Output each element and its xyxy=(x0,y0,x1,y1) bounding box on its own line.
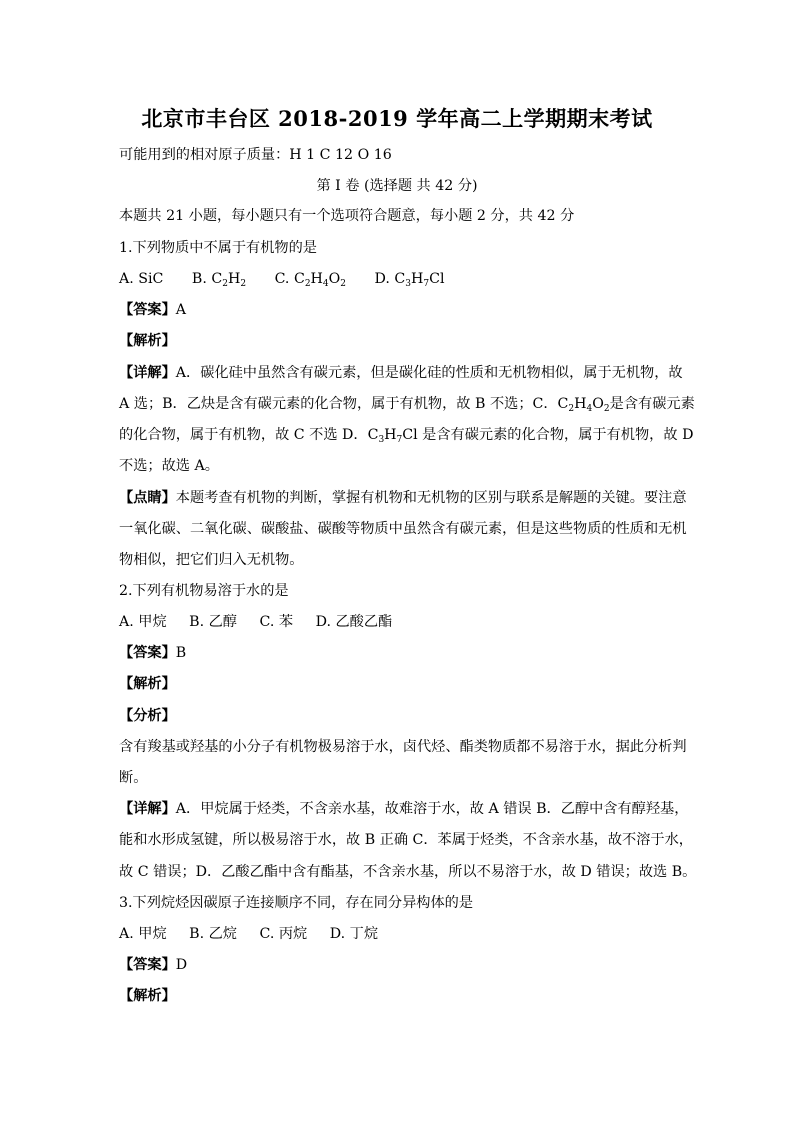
q1-option-b: B. $C_2H_2$ xyxy=(191,271,247,289)
q1-comment-line-2: 一氧化碳、二氧化碳、碳酸盐、碳酸等物质中虽然含有碳元素，但是这些物质的性质和无机 xyxy=(119,521,687,537)
q1-analysis-tag: 【解析】 xyxy=(119,333,176,349)
q1-option-c: C. $C_2H_4O_2$ xyxy=(274,271,347,289)
q1-detail-line-2: A 选；B．乙炔是含有碳元素的化合物，属于有机物，故 B 不选；C．$C_2H_4O_2$是含有碳元素 xyxy=(119,396,695,414)
q3-options xyxy=(119,925,402,943)
q3-option-a: A. 甲烷 xyxy=(119,926,167,942)
q2-analyze-line-2: 断。 xyxy=(119,770,148,786)
q2-detail-line-3: 故 C 错误；D．乙酸乙酯中含有酯基，不含亲水基，所以不易溶于水，故 D 错误；故选 B。 xyxy=(119,864,697,880)
q2-analysis-tag: 【解析】 xyxy=(119,676,176,692)
q2-detail-line-1: 【详解】A．甲烷属于烃类，不含亲水基，故难溶于水，故 A 错误 B．乙醇中含有醇羟基， xyxy=(119,801,689,817)
q1-options xyxy=(119,270,469,288)
q2-analyze-line-1: 含有羧基或羟基的小分子有机物极易溶于水，卤代烃、酯类物质都不易溶于水，据此分析判 xyxy=(119,739,687,755)
q1-comment-line-3: 物相似，把它们归入无机物。 xyxy=(119,552,304,568)
q2-option-a: A. 甲烷 xyxy=(119,614,167,630)
q1-detail-line-3: 的化合物，属于有机物，故 C 不选 D．$C_3H_7Cl$ 是含有碳元素的化合物，属于有机物，故 D xyxy=(119,427,694,445)
q1-answer: 【答案】A xyxy=(119,302,187,318)
q3-answer: 【答案】D xyxy=(119,957,188,973)
q2-analyze-tag: 【分析】 xyxy=(119,708,176,724)
q2-stem: 2.下列有机物易溶于水的是 xyxy=(119,583,289,599)
q3-option-b: B. 乙烷 xyxy=(189,926,237,942)
q1-option-a: A. SiC xyxy=(119,271,164,287)
q3-option-d: D. 丁烷 xyxy=(329,926,379,942)
q2-options xyxy=(119,613,416,631)
q1-detail-line-1: 【详解】A．碳化硅中虽然含有碳元素，但是碳化硅的性质和无机物相似，属于无机物，故 xyxy=(119,365,683,381)
q3-stem: 3.下列烷烃因碳原子连接顺序不同，存在同分异构体的是 xyxy=(119,895,474,911)
q2-answer: 【答案】B xyxy=(119,645,187,661)
q1-option-d: D. $C_3H_7Cl$ xyxy=(374,271,445,289)
q1-detail-line-4: 不选；故选 A。 xyxy=(119,458,219,474)
section-title: 第 I 卷 (选择题 共 42 分) xyxy=(316,178,478,194)
q2-option-d: D. 乙酸乙酯 xyxy=(315,614,393,630)
q3-option-c: C. 丙烷 xyxy=(259,926,308,942)
q1-comment-line-1: 【点睛】本题考查有机物的判断，掌握有机物和无机物的区别与联系是解题的关键。要注意 xyxy=(119,490,687,506)
q2-option-c: C. 苯 xyxy=(259,614,294,630)
atomic-mass-line: 可能用到的相对原子质量：H 1 C 12 O 16 xyxy=(119,147,392,163)
section-intro: 本题共 21 小题，每小题只有一个选项符合题意，每小题 2 分，共 42 分 xyxy=(119,208,575,224)
q1-stem: 1.下列物质中不属于有机物的是 xyxy=(119,240,317,256)
q2-option-b: B. 乙醇 xyxy=(189,614,237,630)
q3-analysis-tag: 【解析】 xyxy=(119,988,176,1004)
q2-detail-line-2: 能和水形成氢键，所以极易溶于水，故 B 正确 C．苯属于烃类，不含亲水基，故不溶于水， xyxy=(119,832,693,848)
document-title: 北京市丰台区 2018-2019 学年高二上学期期末考试 xyxy=(141,106,653,131)
